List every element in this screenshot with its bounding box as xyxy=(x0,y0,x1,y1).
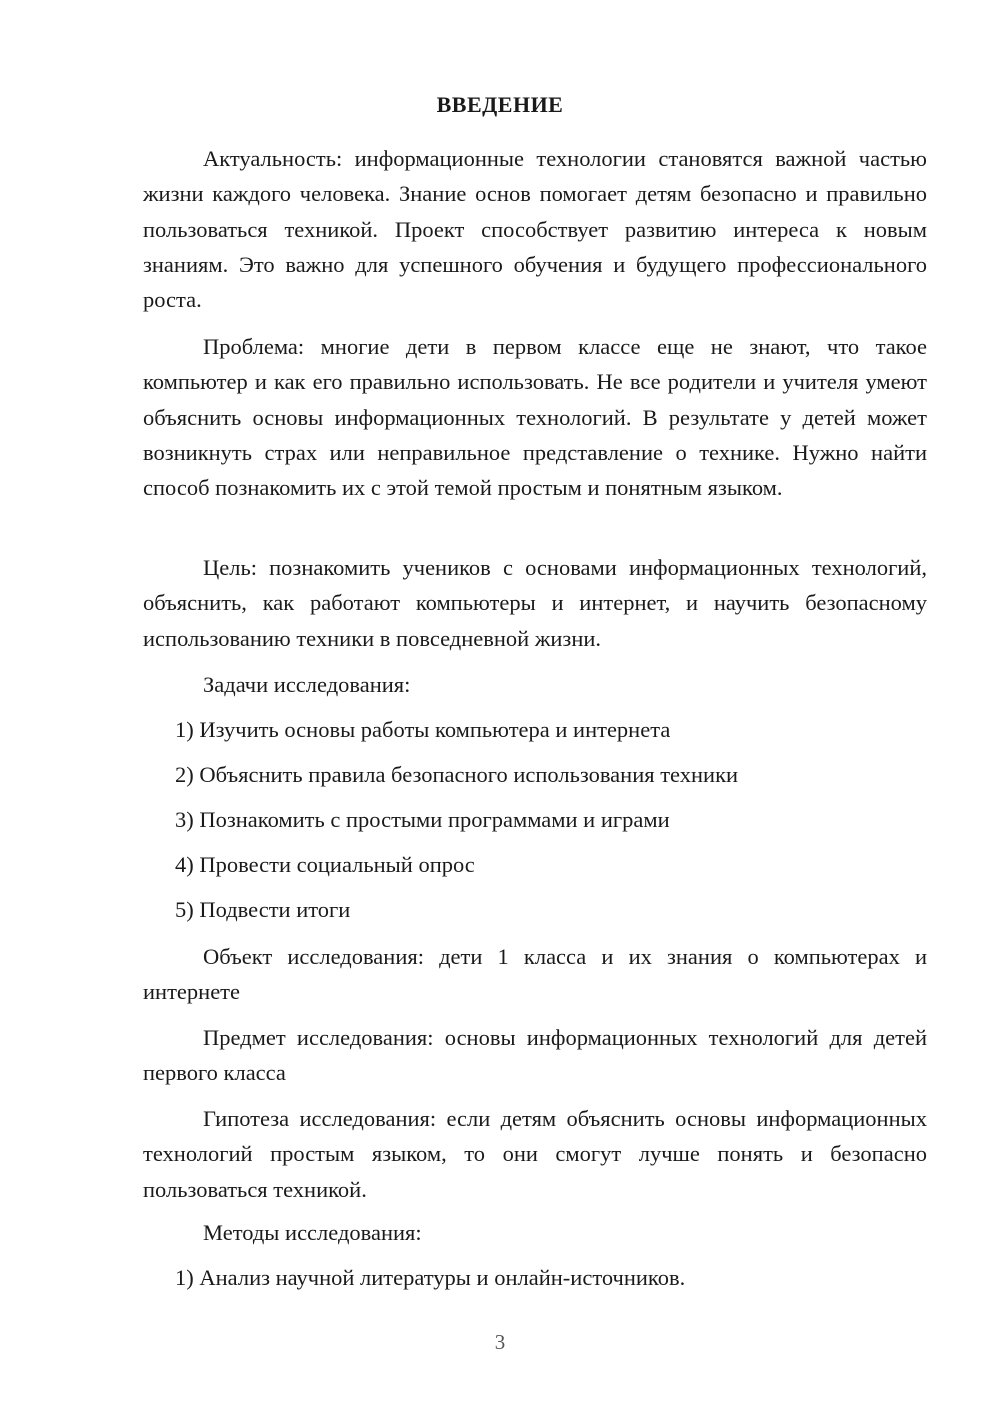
tasks-heading: Задачи исследования: xyxy=(203,672,411,697)
hypothesis-paragraph: Гипотеза исследования: если детям объяснить основы информационных технологий простым языком, то они смогут лучше понять и безопасно пользоваться техникой. xyxy=(143,1106,927,1202)
goal-paragraph: Цель: познакомить учеников с основами информационных технологий, объяснить, как работают компьютеры и интернет, и научить безопасному использованию техники в повседневной жизни. xyxy=(143,555,927,651)
page-number: 3 xyxy=(494,1330,506,1354)
relevance-paragraph: Актуальность: информационные технологии становятся важной частью жизни каждого человека. Знание основ помогает детям безопасно и правильно пользоваться техникой. Проект способствует развитию интереса к новым знаниям. Это важно для успешного обучения и будущего профессионального роста. xyxy=(143,146,927,313)
methods-heading: Методы исследования: xyxy=(203,1220,422,1245)
task-item-4: 4) Провести социальный опрос xyxy=(175,852,475,877)
task-item-1: 1) Изучить основы работы компьютера и интернета xyxy=(175,717,671,742)
task-item-3: 3) Познакомить с простыми программами и играми xyxy=(175,807,670,832)
method-item-1: 1) Анализ научной литературы и онлайн-источников. xyxy=(175,1265,686,1290)
problem-paragraph: Проблема: многие дети в первом классе еще не знают, что такое компьютер и как его правильно использовать. Не все родители и учителя умеют объяснить основы информационных технологий. В результате у детей может возникнуть страх или неправильное представление о технике. Нужно найти способ познакомить их с этой темой простым и понятным языком. xyxy=(143,334,927,501)
section-title: ВВЕДЕНИЕ xyxy=(436,92,564,117)
task-item-2: 2) Объяснить правила безопасного использования техники xyxy=(175,762,739,787)
subject-paragraph: Предмет исследования: основы информационных технологий для детей первого класса xyxy=(143,1025,927,1086)
task-item-5: 5) Подвести итоги xyxy=(175,897,351,922)
object-paragraph: Объект исследования: дети 1 класса и их знания о компьютерах и интернете xyxy=(143,944,927,1005)
